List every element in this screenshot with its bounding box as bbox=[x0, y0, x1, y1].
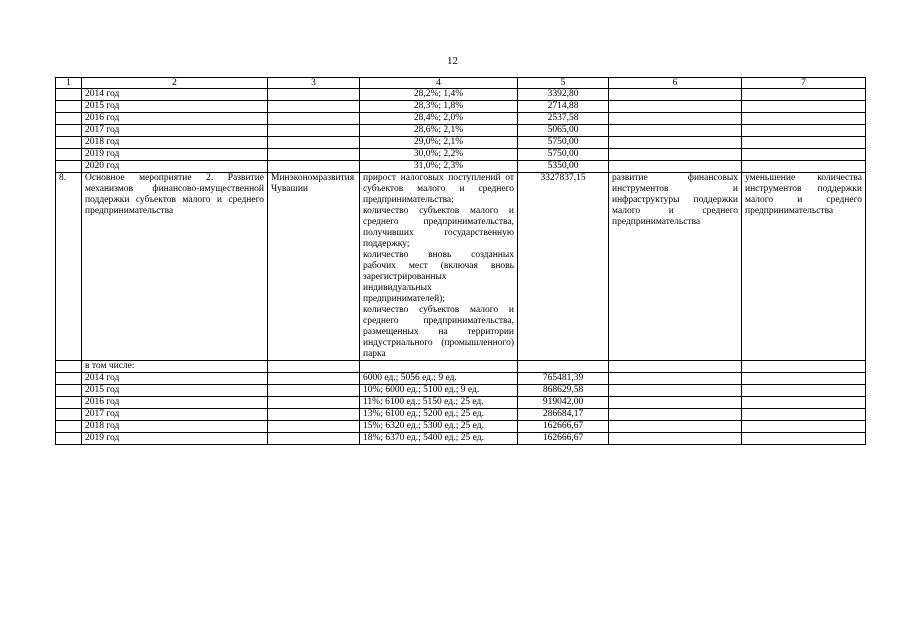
col-number-4: 4 bbox=[360, 78, 518, 89]
row-number-cell bbox=[56, 113, 82, 125]
event-amount: 3327837,15 bbox=[518, 173, 609, 361]
executor-cell bbox=[268, 421, 360, 433]
year-label: 2015 год bbox=[82, 385, 268, 397]
indicator-values: 31,0%; 2,3% bbox=[360, 161, 518, 173]
indicator-values: 6000 ед.; 5056 ед.; 9 ед. bbox=[360, 373, 518, 385]
amount-value: 5065,00 bbox=[518, 125, 609, 137]
indicator-values: 28,4%; 2,0% bbox=[360, 113, 518, 125]
amount-value: 919042,00 bbox=[518, 397, 609, 409]
event-result: развитие финансовых инструментов и инфраструктуры поддержки малого и среднего предпринимательства bbox=[609, 173, 742, 361]
amount-value: 2714,88 bbox=[518, 101, 609, 113]
col-number-2: 2 bbox=[82, 78, 268, 89]
amount-value: 868629,58 bbox=[518, 385, 609, 397]
row-number-cell bbox=[56, 161, 82, 173]
year-label: 2014 год bbox=[82, 89, 268, 101]
main-event-row bbox=[56, 173, 866, 361]
table-row bbox=[56, 409, 866, 421]
result-cell bbox=[609, 149, 742, 161]
indicator-values: 18%; 6370 ед.; 5400 ед.; 25 ед. bbox=[360, 433, 518, 445]
year-label: 2019 год bbox=[82, 433, 268, 445]
amount-value: 5750,00 bbox=[518, 137, 609, 149]
year-label: 2020 год bbox=[82, 161, 268, 173]
executor-cell bbox=[268, 433, 360, 445]
result-cell bbox=[609, 113, 742, 125]
program-table bbox=[55, 77, 866, 445]
col-number-3: 3 bbox=[268, 78, 360, 89]
executor-cell bbox=[268, 385, 360, 397]
table-body bbox=[56, 78, 866, 445]
column-number-row bbox=[56, 78, 866, 89]
col-number-7: 7 bbox=[742, 78, 866, 89]
row-number-cell bbox=[56, 373, 82, 385]
event-name: Основное мероприятие 2. Развитие механизмов финансово-имущественной поддержки субъектов малого и среднего предпринимательства bbox=[82, 173, 268, 361]
table-row bbox=[56, 125, 866, 137]
row-number-cell bbox=[56, 397, 82, 409]
indicator-values bbox=[360, 361, 518, 373]
executor-cell bbox=[268, 113, 360, 125]
executor-cell bbox=[268, 125, 360, 137]
row-number-cell bbox=[56, 385, 82, 397]
result-cell bbox=[609, 137, 742, 149]
result-cell bbox=[609, 89, 742, 101]
event-executor: Минэкономразвития Чувашии bbox=[268, 173, 360, 361]
result-cell bbox=[609, 385, 742, 397]
executor-cell bbox=[268, 373, 360, 385]
year-label: 2018 год bbox=[82, 137, 268, 149]
row-number-cell bbox=[56, 125, 82, 137]
result-cell bbox=[609, 409, 742, 421]
risk-cell bbox=[742, 89, 866, 101]
amount-value: 162666,67 bbox=[518, 421, 609, 433]
result-cell bbox=[609, 421, 742, 433]
indicator-values: 13%; 6100 ед.; 5200 ед.; 25 ед. bbox=[360, 409, 518, 421]
indicator-values: 10%; 6000 ед.; 5100 ед.; 9 ед. bbox=[360, 385, 518, 397]
risk-cell bbox=[742, 137, 866, 149]
indicator-values: 29,0%; 2,1% bbox=[360, 137, 518, 149]
table-row bbox=[56, 161, 866, 173]
year-label: 2017 год bbox=[82, 125, 268, 137]
including-label: в том числе: bbox=[82, 361, 268, 373]
event-indicators: прирост налоговых поступлений от субъектов малого и среднего предпринимательства; количество субъектов малого и среднего предпринимательства, получивших государственную поддержку; количество вновь созданных рабочих мест (включая вновь зарегистрированных индивидуальных предпринимателей); количество субъектов малого и среднего предпринимательства, размещенных на территории индустриального (промышленного) парка bbox=[360, 173, 518, 361]
year-label: 2016 год bbox=[82, 113, 268, 125]
risk-cell bbox=[742, 397, 866, 409]
table-row bbox=[56, 373, 866, 385]
risk-cell bbox=[742, 113, 866, 125]
amount-value: 765481,39 bbox=[518, 373, 609, 385]
table-row bbox=[56, 113, 866, 125]
executor-cell bbox=[268, 361, 360, 373]
table-row bbox=[56, 397, 866, 409]
executor-cell bbox=[268, 397, 360, 409]
amount-value: 5350,00 bbox=[518, 161, 609, 173]
year-label: 2017 год bbox=[82, 409, 268, 421]
indicator-values: 28,3%; 1,8% bbox=[360, 101, 518, 113]
executor-cell bbox=[268, 409, 360, 421]
executor-cell bbox=[268, 89, 360, 101]
row-number-cell bbox=[56, 433, 82, 445]
year-label: 2015 год bbox=[82, 101, 268, 113]
risk-cell bbox=[742, 433, 866, 445]
risk-cell bbox=[742, 361, 866, 373]
page-number: 12 bbox=[447, 55, 458, 67]
row-number-cell bbox=[56, 149, 82, 161]
row-number-cell bbox=[56, 361, 82, 373]
result-cell bbox=[609, 125, 742, 137]
risk-cell bbox=[742, 125, 866, 137]
col-number-6: 6 bbox=[609, 78, 742, 89]
executor-cell bbox=[268, 161, 360, 173]
table-row bbox=[56, 89, 866, 101]
year-label: 2014 год bbox=[82, 373, 268, 385]
result-cell bbox=[609, 397, 742, 409]
indicator-values: 15%; 6320 ед.; 5300 ед.; 25 ед. bbox=[360, 421, 518, 433]
result-cell bbox=[609, 161, 742, 173]
year-label: 2016 год bbox=[82, 397, 268, 409]
table-row bbox=[56, 137, 866, 149]
risk-cell bbox=[742, 101, 866, 113]
amount-value: 162666,67 bbox=[518, 433, 609, 445]
col-number-1: 1 bbox=[56, 78, 82, 89]
executor-cell bbox=[268, 101, 360, 113]
event-risk: уменьшение количества инструментов поддержки малого и среднего предпринимательства bbox=[742, 173, 866, 361]
result-cell bbox=[609, 433, 742, 445]
executor-cell bbox=[268, 137, 360, 149]
year-label: 2019 год bbox=[82, 149, 268, 161]
result-cell bbox=[609, 361, 742, 373]
including-row bbox=[56, 361, 866, 373]
amount-value: 286684,17 bbox=[518, 409, 609, 421]
col-number-5: 5 bbox=[518, 78, 609, 89]
indicator-values: 28,2%; 1,4% bbox=[360, 89, 518, 101]
table-row bbox=[56, 385, 866, 397]
row-number-cell bbox=[56, 137, 82, 149]
event-number: 8. bbox=[56, 173, 82, 361]
risk-cell bbox=[742, 409, 866, 421]
year-label: 2018 год bbox=[82, 421, 268, 433]
executor-cell bbox=[268, 149, 360, 161]
result-cell bbox=[609, 101, 742, 113]
indicator-values: 30,0%; 2,2% bbox=[360, 149, 518, 161]
indicator-values: 11%; 6100 ед.; 5150 ед.; 25 ед. bbox=[360, 397, 518, 409]
table-row bbox=[56, 433, 866, 445]
risk-cell bbox=[742, 421, 866, 433]
risk-cell bbox=[742, 373, 866, 385]
risk-cell bbox=[742, 385, 866, 397]
row-number-cell bbox=[56, 101, 82, 113]
amount-value bbox=[518, 361, 609, 373]
risk-cell bbox=[742, 149, 866, 161]
table-row bbox=[56, 149, 866, 161]
table-row bbox=[56, 421, 866, 433]
table-row bbox=[56, 101, 866, 113]
amount-value: 3392,80 bbox=[518, 89, 609, 101]
amount-value: 2537,58 bbox=[518, 113, 609, 125]
row-number-cell bbox=[56, 421, 82, 433]
row-number-cell bbox=[56, 89, 82, 101]
row-number-cell bbox=[56, 409, 82, 421]
result-cell bbox=[609, 373, 742, 385]
risk-cell bbox=[742, 161, 866, 173]
indicator-values: 28,6%; 2,1% bbox=[360, 125, 518, 137]
amount-value: 5750,00 bbox=[518, 149, 609, 161]
